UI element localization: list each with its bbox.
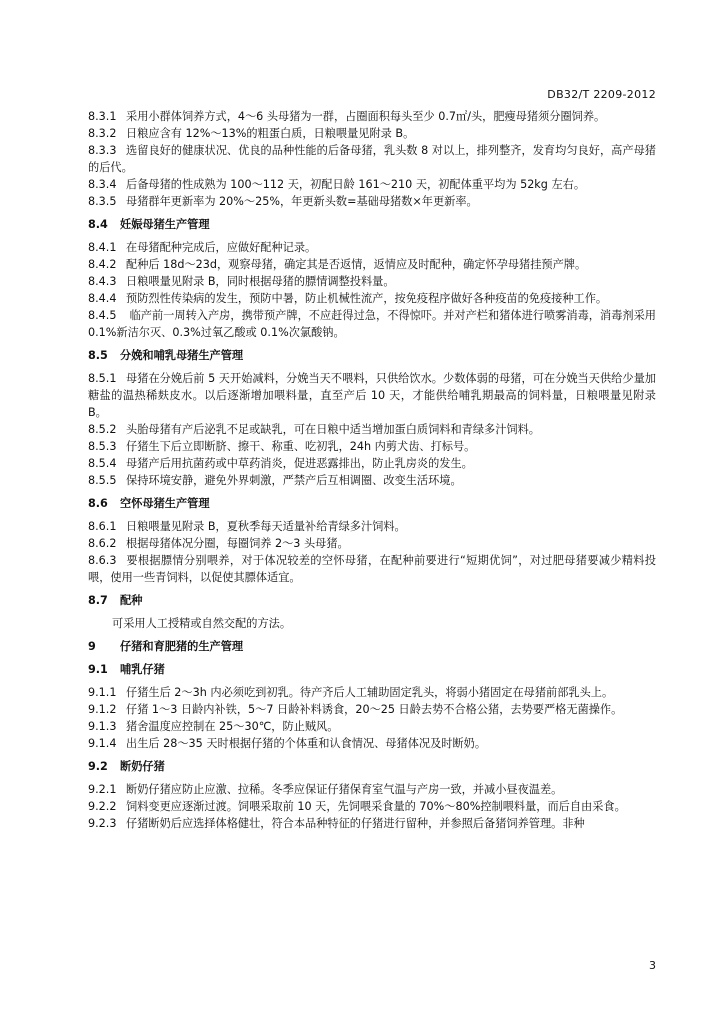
clause-number: 8.4.2 xyxy=(88,258,117,271)
clause-number: 9.2.1 xyxy=(88,783,117,796)
section-heading xyxy=(88,216,656,233)
clause-text: 日粮喂量见附录 B，夏秋季每天适量补给青绿多汁饲料。 xyxy=(126,520,406,533)
clause-item xyxy=(88,735,656,752)
clause-text: 头胎母猪有产后泌乳不足或缺乳，可在日粮中适当增加蛋白质饲料和青绿多汁饲料。 xyxy=(126,423,540,436)
clause-text: 断奶仔猪 xyxy=(120,760,165,773)
clause-text: 要根据膘情分别喂养，对于体况较差的空怀母猪，在配种前要进行“短期优饲”，对过肥母猪要减少精料投喂，使用一些青饲料，以促使其膘体适宜。 xyxy=(88,554,656,584)
clause-text: 空怀母猪生产管理 xyxy=(120,497,210,510)
clause-number: 9.1.3 xyxy=(88,720,117,733)
clause-number: 8.6 xyxy=(88,497,108,510)
clause-text: 采用小群体饲养方式，4～6 头母猪为一群，占圈面积每头至少 0.7㎡/头，肥瘦母猪须分圈饲养。 xyxy=(126,110,606,123)
clause-text: 临产前一周转入产房，携带预产牌，不应赶得过急，不得惊吓。并对产栏和猪体进行喷雾消毒，消毒剂采用 0.1%新洁尔灭、0.3%过氧乙酸或 0.1%次氯酸钠。 xyxy=(88,309,656,339)
clause-item xyxy=(88,815,656,832)
clause-text: 在母猪配种完成后，应做好配种记录。 xyxy=(126,241,317,254)
clause-number: 8.4.5 xyxy=(88,309,117,322)
clause-number: 8.3.2 xyxy=(88,127,117,140)
clause-item xyxy=(88,176,656,193)
section-heading xyxy=(88,592,656,609)
clause-text: 仔猪断奶后应选择体格健壮，符合本品种特征的仔猪进行留种，并参照后备猪饲养管理。非种 xyxy=(126,817,585,830)
clause-text: 母猪群年更新率为 20%～25%，年更新头数=基础母猪数×年更新率。 xyxy=(126,195,478,208)
clause-text: 妊娠母猪生产管理 xyxy=(120,218,210,231)
clause-text: 配种 xyxy=(120,594,143,607)
clause-number: 8.3.5 xyxy=(88,195,117,208)
clause-text: 根据母猪体况分圈，每圈饲养 2～3 头母猪。 xyxy=(126,537,349,550)
clause-item xyxy=(88,273,656,290)
clause-item xyxy=(88,718,656,735)
clause-number: 8.5.5 xyxy=(88,474,117,487)
section-heading xyxy=(88,758,656,775)
clause-item xyxy=(88,701,656,718)
clause-text: 日粮喂量见附录 B，同时根据母猪的膘情调整投料量。 xyxy=(126,275,395,288)
section-heading xyxy=(88,638,656,655)
clause-text: 仔猪和育肥猪的生产管理 xyxy=(120,640,244,653)
clause-number: 8.5.4 xyxy=(88,457,117,470)
clause-number: 8.3.1 xyxy=(88,110,117,123)
clause-item xyxy=(88,193,656,210)
clause-number: 9.1.2 xyxy=(88,703,117,716)
clause-text: 饲料变更应逐渐过渡。饲喂采取前 10 天，先饲喂采食量的 70%～80%控制喂料量，而后自由采食。 xyxy=(126,800,626,813)
clause-number: 9.2.3 xyxy=(88,817,117,830)
clause-text: 日粮应含有 12%～13%的粗蛋白质，日粮喂量见附录 B。 xyxy=(126,127,415,140)
section-heading xyxy=(88,661,656,678)
clause-number: 8.6.1 xyxy=(88,520,117,533)
standard-code: DB32/T 2209-2012 xyxy=(547,88,656,101)
clause-item xyxy=(88,108,656,125)
clause-number: 8.5 xyxy=(88,349,108,362)
clause-number: 9.1 xyxy=(88,663,108,676)
clause-item xyxy=(88,290,656,307)
clause-number: 9.2.2 xyxy=(88,800,117,813)
clause-text: 选留良好的健康状况、优良的品种性能的后备母猪，乳头数 8 对以上，排列整齐，发育均匀良好，高产母猪的后代。 xyxy=(88,144,656,174)
clause-item xyxy=(88,256,656,273)
clause-number: 8.4.4 xyxy=(88,292,117,305)
page-number: 3 xyxy=(649,959,656,972)
clause-number: 8.4.3 xyxy=(88,275,117,288)
clause-text: 出生后 28～35 天时根据仔猪的个体重和认食情况、母猪体况及时断奶。 xyxy=(126,737,487,750)
clause-item xyxy=(88,370,656,421)
clause-number: 8.3.3 xyxy=(88,144,117,157)
clause-number: 8.5.3 xyxy=(88,440,117,453)
clause-item xyxy=(88,421,656,438)
clause-number: 8.4.1 xyxy=(88,241,117,254)
clause-item xyxy=(88,535,656,552)
clause-item xyxy=(88,438,656,455)
clause-number: 8.6.2 xyxy=(88,537,117,550)
clause-number: 9.1.4 xyxy=(88,737,117,750)
clause-number: 8.3.4 xyxy=(88,178,117,191)
clause-item xyxy=(88,125,656,142)
document-body xyxy=(88,108,656,832)
clause-item xyxy=(88,142,656,176)
clause-text: 后备母猪的性成熟为 100～112 天，初配日龄 161～210 天，初配体重平均为 52kg 左右。 xyxy=(126,178,586,191)
clause-text: 分娩和哺乳母猪生产管理 xyxy=(120,349,244,362)
clause-text: 配种后 18d～23d，观察母猪，确定其是否返情，返情应及时配种，确定怀孕母猪挂预产牌。 xyxy=(126,258,587,271)
clause-text: 保持环境安静，避免外界刺激，严禁产后互相调圈、改变生活环境。 xyxy=(126,474,462,487)
clause-text: 猪舍温度应控制在 25～30℃，防止贼风。 xyxy=(126,720,339,733)
clause-text: 断奶仔猪应防止应激、拉稀。冬季应保证仔猪保育室气温与产房一致，并减小昼夜温差。 xyxy=(126,783,563,796)
clause-item xyxy=(88,518,656,535)
section-heading xyxy=(88,495,656,512)
clause-text: 仔猪 1～3 日龄内补铁，5～7 日龄补料诱食，20～25 日龄去势不合格公猪，去势要严格无菌操作。 xyxy=(126,703,623,716)
clause-number: 8.4 xyxy=(88,218,108,231)
clause-number: 9.2 xyxy=(88,760,108,773)
clause-text: 可采用人工授精或自然交配的方法。 xyxy=(112,617,292,630)
clause-item xyxy=(88,472,656,489)
clause-item xyxy=(88,239,656,256)
clause-number: 9.1.1 xyxy=(88,686,117,699)
clause-text: 哺乳仔猪 xyxy=(120,663,165,676)
clause-item xyxy=(88,307,656,341)
clause-text: 预防烈性传染病的发生，预防中暑，防止机械性流产，按免疫程序做好各种疫苗的免疫接种工作。 xyxy=(126,292,608,305)
clause-text: 仔猪生下后立即断脐、擦干、称重、吃初乳，24h 内剪犬齿、打标号。 xyxy=(126,440,476,453)
clause-text: 母猪产后用抗菌药或中草药消炎，促进恶露排出，防止乳房炎的发生。 xyxy=(126,457,473,470)
clause-text: 母猪在分娩后前 5 天开始减料，分娩当天不喂料，只供给饮水。少数体弱的母猪，可在分娩当天供给少量加糖盐的温热稀麸皮水。以后逐渐增加喂料量，直至产后 10 天，才能供给哺乳期最高的饲料量，日粮喂量见附录 B。 xyxy=(88,372,656,419)
clause-item xyxy=(88,552,656,586)
paragraph xyxy=(88,615,656,632)
clause-item xyxy=(88,684,656,701)
section-heading xyxy=(88,347,656,364)
clause-item xyxy=(88,455,656,472)
clause-text: 仔猪生后 2～3h 内必须吃到初乳。待产齐后人工辅助固定乳头，将弱小猪固定在母猪前部乳头上。 xyxy=(126,686,614,699)
clause-item xyxy=(88,781,656,798)
clause-number: 8.5.1 xyxy=(88,372,117,385)
clause-item xyxy=(88,798,656,815)
clause-number: 8.7 xyxy=(88,594,108,607)
clause-number: 8.5.2 xyxy=(88,423,117,436)
clause-number: 8.6.3 xyxy=(88,554,117,567)
clause-number: 9 xyxy=(88,640,96,653)
